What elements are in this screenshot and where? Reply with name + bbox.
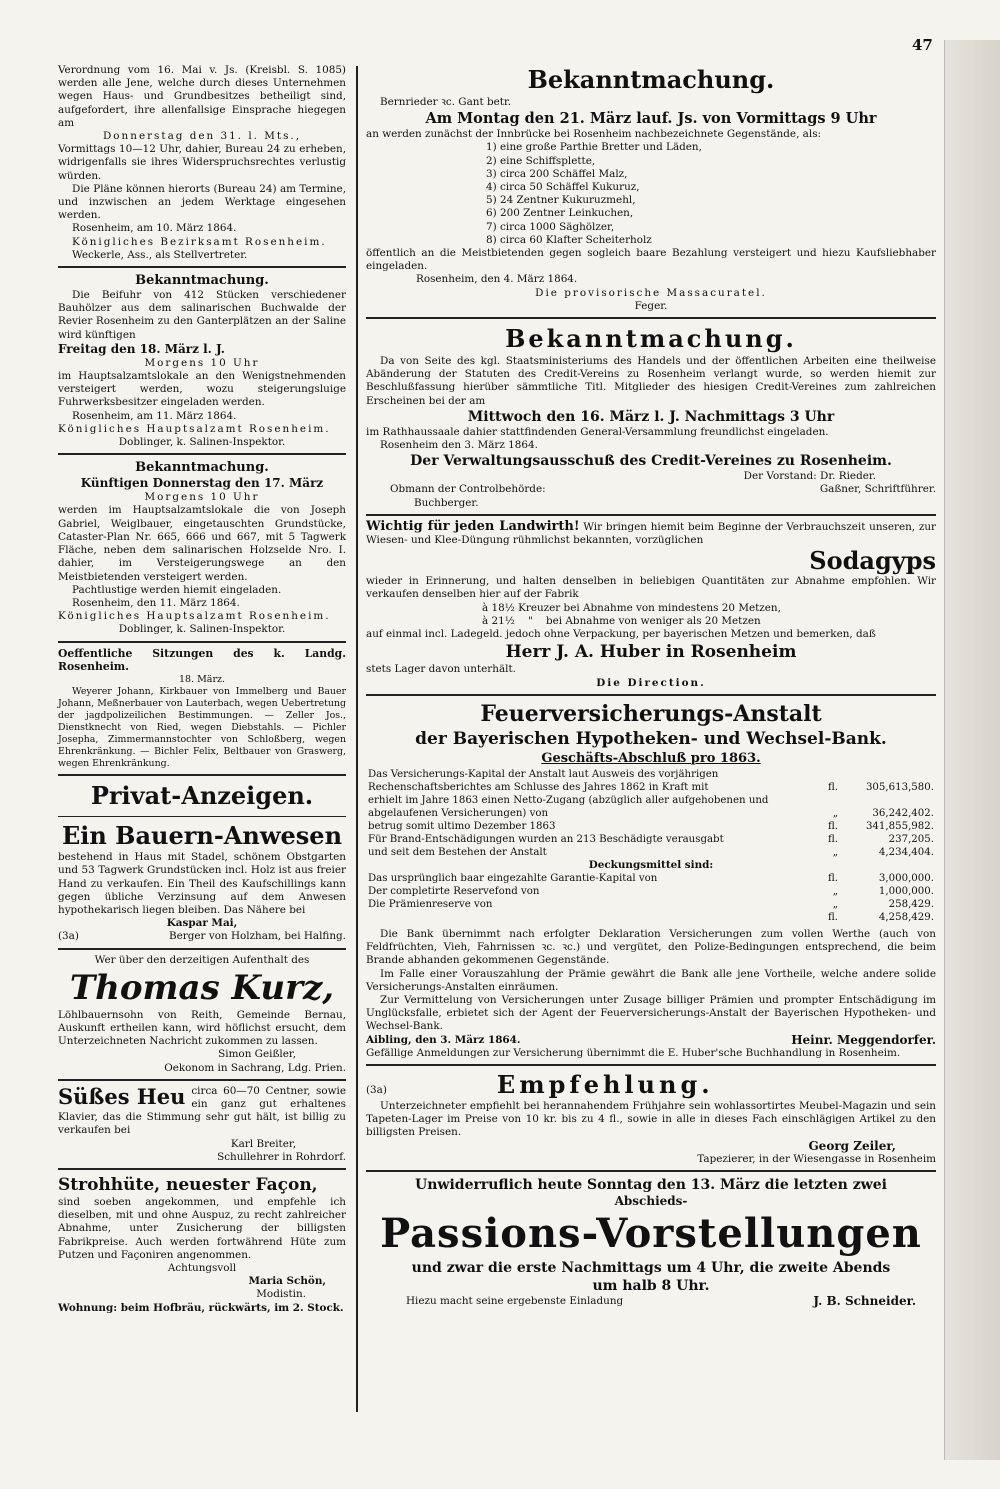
fertilizer-product: Sodagyps xyxy=(809,546,936,576)
notice-land-auction xyxy=(58,459,346,636)
insurance-sign-line xyxy=(366,1034,936,1047)
notice-text: Die Pläne können hierorts (Bureau 24) am Termine, und inzwischen an jedem Werktage eingesehen werden. xyxy=(58,182,346,222)
ad-straw-hats xyxy=(58,1174,346,1315)
divider xyxy=(58,816,346,817)
notice-text: öffentlich an die Meistbietenden gegen sogleich baare Bezahlung versteigert und hiezu Kaufsliebhaber eingeladen. xyxy=(366,247,936,273)
fertilizer-price: à 18½ Kreuzer bei Abnahme von mindestens 20 Metzen, xyxy=(482,601,781,614)
upholsterer-address: Tapezierer, in der Wiesengasse in Rosenheim xyxy=(697,1152,936,1165)
passion-line: Unwiderruflich heute Sonntag den 13. März die letzten zwei xyxy=(415,1176,887,1193)
account-amount: 305,613,580. xyxy=(865,781,934,793)
notice-officials xyxy=(366,483,936,496)
passion-signature: J. B. Schneider. xyxy=(813,1293,916,1308)
account-currency: fl. xyxy=(827,872,838,884)
notice-text: werden im Hauptsalzamtslokale die von Joseph Gabriel, Weiglbauer, eingetauschten Grundstücke, Cataster-Plan Nr. 665, 666 und 667, mit 5 Tagwerk Fläche, neben dem salinarischen Holzselde Nro. I. dahier, im Versteigerungswege an den Meistbietenden versteigert werden. xyxy=(58,504,346,583)
account-label xyxy=(366,911,812,924)
insurance-accounts xyxy=(366,768,936,859)
divider xyxy=(366,1064,936,1066)
divider xyxy=(366,1170,936,1172)
notice-date: Donnerstag den 31. l. Mts., xyxy=(102,130,302,143)
right-column xyxy=(366,64,936,1308)
farm-ad-place: Berger von Holzham, bei Halfing. xyxy=(169,930,346,943)
notice-title: Bekanntmachung. xyxy=(135,273,269,289)
insurance-text: Die Bank übernimmt nach erfolgter Deklaration Versicherungen zum vollen Werthe (auch von Feldfrüchten, Vieh, Fahrnissen ꝛc. ꝛc.) und vergütet, den Polize-Bedingungen entsprechend, die beim Brande abhanden gekommenen Gegenstände. xyxy=(366,927,936,967)
upholsterer-heading xyxy=(366,1070,936,1100)
notice-office: Königliches Bezirksamt Rosenheim. xyxy=(72,235,327,248)
left-column xyxy=(58,64,346,1315)
fertilizer-text: wieder in Erinnerung, und halten denselben in beliebigen Quantitäten zur Abnahme empfohlen. Wir verkaufen denselben hier auf der Fabrik xyxy=(366,575,936,601)
upholsterer-text: Unterzeichneter empfiehlt bei herannahendem Frühjahre sein wohlassortirtes Meubel-Magazin und sein Tapeten-Lager im Preise von 10 kr. bis zu 4 fl., sowie in alle in dieses Fach einschlägigen Artikel zu den billigsten Preisen. xyxy=(366,1099,936,1139)
notice-date: Künftigen Donnerstag den 17. März xyxy=(80,476,324,491)
ad-fertilizer xyxy=(366,520,936,690)
insurance-subtitle: Geschäfts-Abschluß pro 1863. xyxy=(541,750,761,766)
notice-text: an werden zunächst der Innbrücke bei Rosenheim nachbezeichnete Gegenstände, als: xyxy=(366,128,822,141)
ad-farm-sale xyxy=(58,821,346,943)
insurance-text: Im Falle einer Vorauszahlung der Prämie gewährt die Bank alle jene Vortheile, welche andere solide Versicherungs-Anstalten einräumen. xyxy=(366,967,936,993)
missing-text: Löhlbauernsohn von Reith, Gemeinde Bernau, Auskunft ertheilen kann, wird höflichst ersucht, dem Unterzeichneten Nachricht zukommen zu lassen. xyxy=(58,1008,346,1048)
notice-text: im Hauptsalzamtslokale an den Wenigstnehmenden versteigert werden, wozu steigerungsluige Fuhrwerksbesitzer eingeladen werden. xyxy=(58,370,346,409)
missing-name: Thomas Kurz, xyxy=(69,967,335,1008)
private-ads-heading-block xyxy=(58,780,346,812)
auction-item: 1) eine große Parthie Bretter und Läden, xyxy=(486,141,702,154)
notice-title: Bekanntmachung. xyxy=(505,324,797,354)
account-row xyxy=(366,833,936,846)
notice-ombudsman: Obmann der Controlbehörde: xyxy=(390,483,546,496)
account-amount: 4,258,429. xyxy=(878,911,934,923)
insurance-cover-title: Deckungsmittel sind: xyxy=(588,858,714,871)
hay-ad-text: circa 60—70 Centner, sowie ein ganz gut erhaltenes Klavier, das die Stimmung sehr gut hält, ist billig zu verkaufen bei xyxy=(58,1084,346,1137)
notice-org: Der Verwaltungsausschuß des Credit-Vereines zu Rosenheim. xyxy=(410,453,892,470)
passion-sign-line xyxy=(366,1295,936,1308)
missing-signature-place: Oekonom in Sachrang, Ldg. Prien. xyxy=(164,1061,346,1074)
account-amount: 237,205. xyxy=(888,833,934,845)
notice-chair: Der Vorstand: Dr. Rieder. xyxy=(743,470,876,483)
notice-text: Pachtlustige werden hiemit eingeladen. xyxy=(72,583,282,596)
account-row xyxy=(366,911,936,924)
account-currency: „ xyxy=(832,846,838,858)
insurance-place-date: Aibling, den 3. März 1864. xyxy=(366,1033,521,1046)
ad-passion-play xyxy=(366,1176,936,1308)
missing-intro: Wer über den derzeitigen Aufenthalt des xyxy=(94,953,310,966)
hay-ad-signature-place: Schullehrer in Rohrdorf. xyxy=(217,1150,346,1163)
notice-signature: Weckerle, Ass., als Stellvertreter. xyxy=(72,248,248,261)
divider xyxy=(366,514,936,516)
account-amount: 258,429. xyxy=(888,898,934,910)
notice-place-date: Rosenheim, am 11. März 1864. xyxy=(72,409,237,422)
notice-place-date: Rosenheim, am 10. März 1864. xyxy=(72,222,237,235)
passion-line: Abschieds- xyxy=(614,1193,688,1208)
fertilizer-text: Wir bringen hiemit beim Beginne der Verbrauchszeit unseren, zur Wiesen- und Klee-Düngung rühmlichst bekannten, vorzüglichen xyxy=(366,520,936,547)
court-text: Weyerer Johann, Kirkbauer von Immelberg und Bauer Johann, Meßnerbauer von Lauterbach, wegen Uebertretung der jagdpolizeilichen Bestimmungen. — Zeller Jos., Dienstknecht von Ried, wegen Diebstahls. — Pichler Josepha, Zimmermannstochter von Schloßberg, wegen Ehrenkränkung. — Bichler Felix, Beltbauer von Graswerg, wegen Ehrenkränkung. xyxy=(58,686,346,770)
fertilizer-agent: Herr J. A. Huber in Rosenheim xyxy=(505,642,797,663)
account-row xyxy=(366,846,936,859)
fertilizer-text: auf einmal incl. Ladegeld. jedoch ohne Verpackung, per bayerischen Metzen und bemerken, daß xyxy=(366,628,876,641)
notice-org: Die provisorische Massacuratel. xyxy=(535,286,767,299)
private-ads-heading: Privat-Anzeigen. xyxy=(90,781,314,811)
fertilizer-price: à 21½ " bei Abnahme von weniger als 20 Metzen xyxy=(482,614,761,627)
column-divider xyxy=(356,66,358,1412)
account-currency: „ xyxy=(832,885,838,897)
notice-bankruptcy-auction xyxy=(366,64,936,313)
insurance-cover xyxy=(366,872,936,924)
notice-office: Königliches Hauptsalzamt Rosenheim. xyxy=(58,422,331,435)
hay-ad-signature: Karl Breiter, xyxy=(230,1137,296,1150)
auction-item: 5) 24 Zentner Kukuruzmehl, xyxy=(486,194,636,207)
notice-date: Mittwoch den 16. März l. J. Nachmittags 3 Uhr xyxy=(467,408,835,425)
upholsterer-title: Empfehlung. xyxy=(496,1069,714,1099)
court-date: 18. März. xyxy=(178,673,226,685)
ad-number: (3a) xyxy=(366,1083,387,1096)
notice-district-office xyxy=(58,64,346,262)
court-title: Oeffentliche Sitzungen des k. Landg. Rosenheim. xyxy=(58,646,346,673)
notice-place-date: Rosenheim, den 4. März 1864. xyxy=(416,273,578,286)
notice-ombudsman-name: Buchberger. xyxy=(414,496,479,509)
account-amount: 3,000,000. xyxy=(878,872,934,884)
ad-missing-person xyxy=(58,954,346,1075)
passion-title: Passions-Vorstellungen xyxy=(380,1209,922,1257)
account-row xyxy=(366,885,936,898)
notice-credit-union xyxy=(366,323,936,510)
insurance-signature: Heinr. Meggendorfer. xyxy=(791,1032,936,1047)
missing-signature: Simon Geißler, xyxy=(218,1048,296,1061)
ad-number: (3a) xyxy=(58,930,79,943)
account-currency: fl. xyxy=(827,911,838,923)
account-currency: fl. xyxy=(827,833,838,845)
notice-place-date: Rosenheim, den 11. März 1864. xyxy=(72,596,240,609)
divider xyxy=(366,694,936,696)
passion-invite: Hiezu macht seine ergebenste Einladung xyxy=(406,1294,624,1307)
fertilizer-intro xyxy=(366,520,936,547)
insurance-note: Gefällige Anmeldungen zur Versicherung übernimmt die E. Huber'sche Buchhandlung in Rosenheim. xyxy=(366,1046,901,1059)
divider xyxy=(58,453,346,455)
notice-place-date: Rosenheim den 3. März 1864. xyxy=(380,439,538,452)
account-label: und seit dem Bestehen der Anstalt xyxy=(368,846,547,858)
notice-date: Am Montag den 21. März lauf. Js. von Vormittags 9 Uhr xyxy=(425,110,877,128)
fertilizer-signature: Die Direction. xyxy=(596,676,706,689)
divider xyxy=(58,774,346,776)
notice-office: Königliches Hauptsalzamt Rosenheim. xyxy=(58,610,331,623)
divider xyxy=(58,641,346,643)
ad-hay-piano xyxy=(58,1085,346,1164)
account-label: betrug somit ultimo Dezember 1863 xyxy=(368,820,556,832)
insurance-text: Zur Vermittelung von Versicherungen unter Zusage billiger Prämien und prompter Entschädigung im Unglücksfalle, erbietet sich der Agent der Feuerversicherungs-Anstalt der Bayerischen Hypotheken- und Wechsel-Bank. xyxy=(366,993,936,1033)
account-amount: 4,234,404. xyxy=(878,846,934,858)
notice-title: Bekanntmachung. xyxy=(527,65,775,94)
divider xyxy=(58,948,346,950)
notice-signature: Feger. xyxy=(634,299,668,312)
hay-ad-title: Süßes Heu xyxy=(58,1083,186,1109)
account-label: Für Brand-Entschädigungen wurden an 213 Beschädigte verausgabt xyxy=(368,833,724,845)
hats-ad-regards: Achtungsvoll xyxy=(167,1262,237,1274)
account-amount: 341,855,982. xyxy=(865,820,934,832)
hats-ad-address: Wohnung: beim Hofbräu, rückwärts, im 2. Stock. xyxy=(58,1301,344,1314)
account-label: Das Versicherungs-Kapital der Anstalt laut Ausweis des vorjährigen Rechenschaftsberichtes am Schlusse des Jahres 1862 in Kraft mit xyxy=(368,768,719,793)
account-currency: „ xyxy=(832,807,838,819)
notice-date: Freitag den 18. März l. J. xyxy=(58,341,225,356)
auction-item: 6) 200 Zentner Leinkuchen, xyxy=(486,207,634,220)
page-number: 47 xyxy=(912,36,933,54)
hay-ad-body xyxy=(58,1085,346,1138)
notice-time: Morgens 10 Uhr xyxy=(144,491,260,504)
ad-upholsterer xyxy=(366,1070,936,1166)
facing-page-edge xyxy=(944,40,1000,1460)
farm-ad-name: Kaspar Mai, xyxy=(166,917,238,930)
account-row xyxy=(366,872,936,885)
account-amount: 36,242,402. xyxy=(872,807,934,819)
divider xyxy=(58,1079,346,1081)
divider xyxy=(58,1168,346,1170)
auction-item: 4) circa 50 Schäffel Kukuruz, xyxy=(486,181,640,194)
hats-ad-profession: Modistin. xyxy=(256,1288,306,1301)
account-row xyxy=(366,898,936,911)
fertilizer-text: stets Lager davon unterhält. xyxy=(366,663,516,676)
hats-ad-signature: Maria Schön, xyxy=(248,1275,326,1288)
notice-title: Bekanntmachung. xyxy=(135,460,269,476)
ad-fire-insurance xyxy=(366,700,936,1060)
account-currency: fl. xyxy=(827,781,838,793)
notice-time: Morgens 10 Uhr xyxy=(144,356,260,369)
account-currency: „ xyxy=(832,898,838,910)
account-label: Der completirte Reservefond von xyxy=(368,885,540,897)
account-label: Das ursprünglich baar eingezahlte Garantie-Kapital von xyxy=(368,872,658,884)
notice-text: Da von Seite des kgl. Staatsministeriums des Handels und der öffentlichen Arbeiten eine theilweise Abänderung der Statuten des Credit-Vereins zu Rosenheim verlangt wurde, so werden hiemit zur Beschlußfassung hierüber sämmtliche Titl. Mitglieder des hiesigen Credit-Vereines zum zahlreichen Erscheinen bei der am xyxy=(366,355,936,407)
notice-secretary: Gaßner, Schriftführer. xyxy=(819,483,936,496)
divider xyxy=(366,317,936,319)
insurance-title: Feuerversicherungs-Anstalt xyxy=(480,700,822,727)
hats-ad-title: Strohhüte, neuester Façon, xyxy=(58,1174,318,1195)
account-label: erhielt im Jahre 1863 einen Netto-Zugang (abzüglich aller aufgehobenen und abgelaufenen Versicherungen) von xyxy=(368,794,769,819)
auction-items xyxy=(366,141,936,247)
insurance-bank: der Bayerischen Hypotheken- und Wechsel-Bank. xyxy=(415,728,887,749)
auction-item: 8) circa 60 Klafter Scheiterholz xyxy=(486,233,652,246)
divider xyxy=(58,266,346,268)
notice-text: Vormittags 10—12 Uhr, dahier, Bureau 24 zu erheben, widrigenfalls sie ihres Widerspruchsrechtes verlustig würden. xyxy=(58,143,346,182)
upholsterer-signature: Georg Zeiler, xyxy=(808,1138,896,1153)
notice-signature: Doblinger, k. Salinen-Inspektor. xyxy=(118,623,286,636)
farm-ad-title: Ein Bauern-Anwesen xyxy=(61,821,343,851)
account-currency: fl. xyxy=(827,820,838,832)
auction-item: 2) eine Schiffsplette, xyxy=(486,154,596,167)
account-row xyxy=(366,794,936,820)
passion-line: um halb 8 Uhr. xyxy=(592,1277,710,1294)
passion-line: und zwar die erste Nachmittags um 4 Uhr, die zweite Abends xyxy=(411,1259,891,1276)
notice-text: Verordnung vom 16. Mai v. Js. (Kreisbl. S. 1085) werden alle Jene, welche durch dieses Unternehmen wegen Haus- und Grundbesitzes betheiligt sind, aufgefordert, ihre allenfallsige Einsprache hiegegen am xyxy=(58,64,346,129)
auction-item: 7) circa 1000 Säghölzer, xyxy=(486,220,615,233)
account-amount: 1,000,000. xyxy=(878,885,934,897)
farm-ad-footer xyxy=(58,930,346,943)
account-row xyxy=(366,768,936,794)
notice-text: Die Beifuhr von 412 Stücken verschiedener Bauhölzer aus dem salinarischen Buchwalde der Revier Rosenheim zu den Ganterplätzen an der Saline wird künftigen xyxy=(58,289,346,341)
fertilizer-lead: Wichtig für jeden Landwirth! xyxy=(366,518,580,534)
auction-item: 3) circa 200 Schäffel Malz, xyxy=(486,167,628,180)
account-row xyxy=(366,820,936,833)
notice-wood-transport xyxy=(58,272,346,449)
page-edge-line xyxy=(944,40,945,1460)
farm-ad-text: bestehend in Haus mit Stadel, schönem Obstgarten und 53 Tagwerk Grundstücken incl. Holz ist aus freier Hand zu verkaufen. Ein Theil des Kaufschillings kann gegen übliche Verzinsung auf dem Anwesen hypothekarisch liegen bleiben. Das Nähere bei xyxy=(58,851,346,916)
court-sessions xyxy=(58,647,346,771)
notice-text: im Rathhaussaale dahier stattfindenden General-Versammlung freundlichst eingeladen. xyxy=(366,425,829,438)
account-label: Die Prämienreserve von xyxy=(368,898,493,910)
notice-signature: Doblinger, k. Salinen-Inspektor. xyxy=(118,436,286,449)
notice-subject: Bernrieder ꝛc. Gant betr. xyxy=(380,96,512,108)
hats-ad-text: sind soeben angekommen, und empfehle ich dieselben, mit und ohne Auspuz, zu recht zahlreicher Abnahme, unter Zusicherung der billigsten Fabrikpreise. Auch werden fortwährend Hüte zum Putzen und Façoniren angenommen. xyxy=(58,1195,346,1261)
